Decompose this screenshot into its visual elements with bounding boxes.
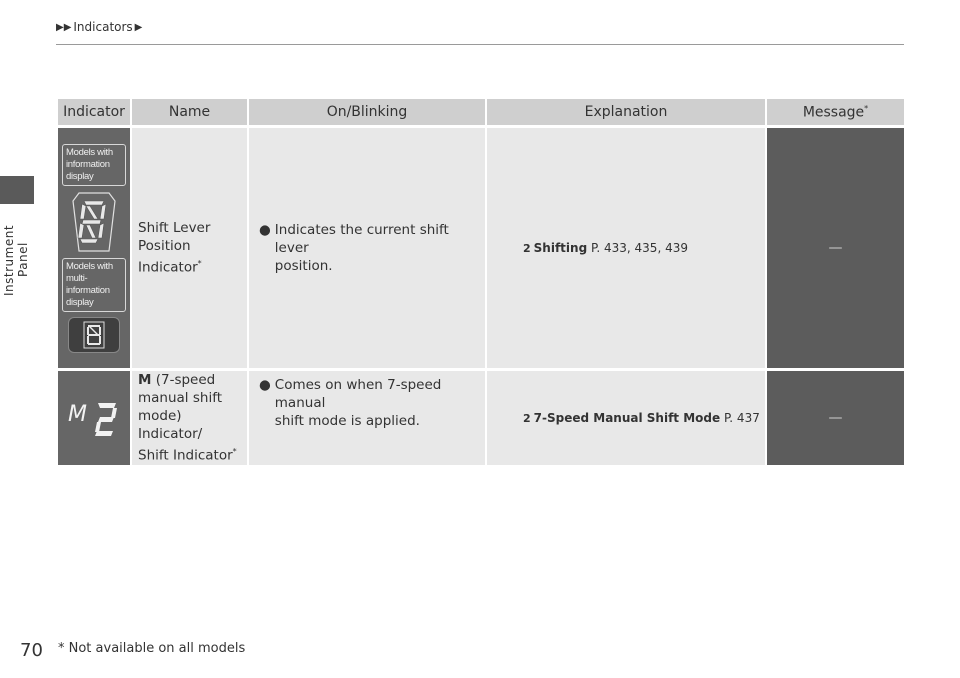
indicators-table [58,96,904,468]
page-link[interactable]: 439 [665,241,688,255]
page-number: 70 [20,640,43,661]
column-header-message: Message* [767,99,904,125]
segment-display-icon [68,317,120,353]
name-cell: Shift Lever Position Indicator* [132,128,249,368]
message-cell: — [767,371,904,465]
section-label: Instrument Panel [2,224,30,296]
breadcrumb [56,20,142,34]
column-header-on-blinking: On/Blinking [249,99,487,125]
indicator-cell [58,371,132,465]
mode-letter: M [68,401,87,427]
page-link[interactable]: 435 [634,241,658,255]
reference-link[interactable]: Shifting [533,241,588,255]
table-row [58,128,904,368]
on-blinking-cell: ● Indicates the current shift lever position. [249,128,487,368]
column-header-indicator: Indicator [58,99,132,125]
message-cell: — [767,128,904,368]
manual-shift-mode-icon [64,391,124,441]
reference-arrow-icon: 2 [523,411,531,425]
triangle-right-icon: ▶ [134,21,143,33]
table-header-row [58,99,904,125]
indicator-cell [58,128,132,368]
models-multi-info-badge: Models with multi- information display [62,258,126,312]
bullet-icon: ● [259,222,271,238]
section-tab [0,176,34,204]
name-cell: M (7-speed manual shift mode) Indicator/ Shift Indicator* [132,371,249,465]
shift-lever-position-icon [71,191,117,253]
footnote: * Not available on all models [58,641,246,656]
bullet-icon: ● [259,377,271,393]
triangle-right-icon: ▶▶ [56,21,72,33]
reference-arrow-icon: 2 [523,242,531,255]
explanation-cell: 2 7-Speed Manual Shift Mode P. 437 [487,371,767,465]
table-row [58,371,904,465]
header-divider [56,44,904,45]
column-header-name: Name [132,99,249,125]
column-header-explanation: Explanation [487,99,767,125]
models-info-badge: Models with information display [62,144,126,186]
reference-link[interactable]: 7-Speed Manual Shift Mode [533,410,721,425]
on-blinking-cell: ● Comes on when 7-speed manual shift mode is applied. [249,371,487,465]
breadcrumb-label[interactable]: Indicators [73,20,133,34]
explanation-cell: 2 Shifting P. 433, 435, 439 [487,128,767,368]
